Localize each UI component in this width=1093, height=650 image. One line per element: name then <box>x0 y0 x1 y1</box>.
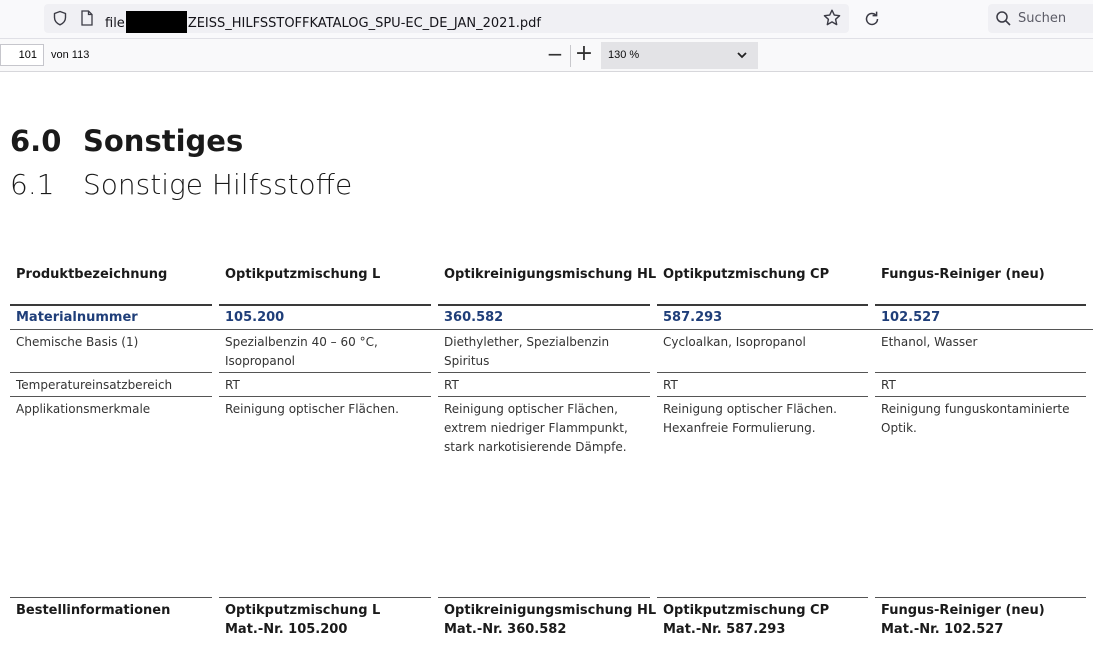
order-item-name: Optikreinigungsmischung HL <box>444 603 657 618</box>
order-item-3 <box>663 601 829 639</box>
table-rule <box>10 396 212 397</box>
page-icon <box>80 10 94 26</box>
app-line: Reinigung funguskontaminierte <box>881 402 1070 416</box>
basis-line: Ethanol, Wasser <box>881 335 978 349</box>
table-rule <box>10 304 212 306</box>
product-name-1: Optikputzmischung L <box>225 267 381 282</box>
order-item-matnr: Mat.-Nr. 587.293 <box>663 622 786 637</box>
search-placeholder: Suchen <box>1018 11 1067 26</box>
basis-cell-1 <box>225 333 378 371</box>
section-heading <box>10 124 243 158</box>
table-rule <box>875 396 1086 397</box>
temp-cell-3: RT <box>663 378 678 392</box>
basis-line: Spezialbenzin 40 – 60 °C, <box>225 335 378 349</box>
material-number-4: 102.527 <box>881 310 941 325</box>
product-name-2: Optikreinigungsmischung HL <box>444 267 657 282</box>
section-number: 6.0 <box>10 124 62 158</box>
table-rule <box>219 372 431 373</box>
order-item-name: Optikputzmischung L <box>225 603 381 618</box>
table-rule <box>219 597 431 598</box>
app-line: Reinigung optischer Flächen. <box>225 402 399 416</box>
app-line: Reinigung optischer Flächen, <box>444 402 618 416</box>
table-rule <box>10 329 1093 330</box>
app-line: Hexanfreie Formulierung. <box>663 421 816 435</box>
row-label-basis: Chemische Basis (1) <box>16 335 139 349</box>
basis-line: Cycloalkan, Isopropanol <box>663 335 806 349</box>
order-item-matnr: Mat.-Nr. 360.582 <box>444 622 567 637</box>
url-text[interactable] <box>105 11 541 33</box>
table-rule <box>657 304 868 306</box>
zoom-value: 130 % <box>608 49 640 61</box>
bookmark-star-icon[interactable] <box>822 8 842 28</box>
row-label-app: Applikationsmerkmale <box>16 402 151 416</box>
table-rule <box>438 396 650 397</box>
section-title: Sonstiges <box>83 124 244 158</box>
table-rule <box>657 372 868 373</box>
reload-icon[interactable] <box>862 9 882 29</box>
product-name-3: Optikputzmischung CP <box>663 267 830 282</box>
basis-cell-3 <box>663 333 806 352</box>
chevron-down-icon <box>736 50 748 60</box>
order-item-name: Optikputzmischung CP <box>663 603 830 618</box>
table-rule <box>875 304 1086 306</box>
table-rule <box>219 396 431 397</box>
basis-line: Isopropanol <box>225 354 296 368</box>
subsection-title: Sonstige Hilfsstoffe <box>83 168 353 201</box>
table-rule <box>10 372 212 373</box>
table-rule <box>10 597 212 598</box>
url-filename: ZEISS_HILFSSTOFFKATALOG_SPU-EC_DE_JAN_2021.pdf <box>187 16 541 31</box>
table-header-label: Produktbezeichnung <box>16 267 168 282</box>
zoom-separator <box>570 45 571 67</box>
order-item-4 <box>881 601 1045 639</box>
subsection-number: 6.1 <box>10 168 55 201</box>
app-line: stark narkotisierende Dämpfe. <box>444 440 627 454</box>
zoom-out-button[interactable]: − <box>546 42 564 66</box>
basis-line: Diethylether, Spezialbenzin <box>444 335 610 349</box>
zoom-in-button[interactable]: + <box>574 41 594 66</box>
page-number-input[interactable]: 101 <box>0 44 44 66</box>
app-cell-2 <box>444 400 628 457</box>
app-line: extrem niedriger Flammpunkt, <box>444 421 628 435</box>
search-icon <box>995 10 1012 27</box>
order-item-name: Fungus-Reiniger (neu) <box>881 603 1045 618</box>
app-line: Reinigung optischer Flächen. <box>663 402 837 416</box>
order-item-2 <box>444 601 656 639</box>
temp-cell-1: RT <box>225 378 240 392</box>
page-total-label: von 113 <box>51 49 90 61</box>
order-item-matnr: Mat.-Nr. 105.200 <box>225 622 348 637</box>
table-rule <box>875 372 1086 373</box>
subsection-heading <box>10 168 352 201</box>
material-number-3: 587.293 <box>663 310 723 325</box>
basis-cell-2 <box>444 333 609 371</box>
order-item-matnr: Mat.-Nr. 102.527 <box>881 622 1004 637</box>
app-cell-1 <box>225 400 399 419</box>
basis-line: Spiritus <box>444 354 490 368</box>
table-rule <box>219 304 431 306</box>
product-name-4: Fungus-Reiniger (neu) <box>881 267 1045 282</box>
url-prefix: file <box>105 16 125 31</box>
app-cell-3 <box>663 400 837 438</box>
order-info-label: Bestellinformationen <box>16 603 171 618</box>
app-cell-4 <box>881 400 1070 438</box>
material-number-2: 360.582 <box>444 310 504 325</box>
table-rule <box>657 396 868 397</box>
temp-cell-2: RT <box>444 378 459 392</box>
table-rule <box>875 597 1086 598</box>
table-rule <box>438 597 650 598</box>
row-label-material: Materialnummer <box>16 310 138 325</box>
temp-cell-4: RT <box>881 378 896 392</box>
redacted-path <box>126 11 187 33</box>
order-item-1 <box>225 601 380 639</box>
basis-cell-4 <box>881 333 977 352</box>
table-rule <box>438 372 650 373</box>
table-rule <box>657 597 868 598</box>
table-rule <box>438 304 650 306</box>
material-number-1: 105.200 <box>225 310 285 325</box>
row-label-temp: Temperatureinsatzbereich <box>16 378 173 392</box>
shield-icon[interactable] <box>52 10 68 26</box>
app-line: Optik. <box>881 421 917 435</box>
